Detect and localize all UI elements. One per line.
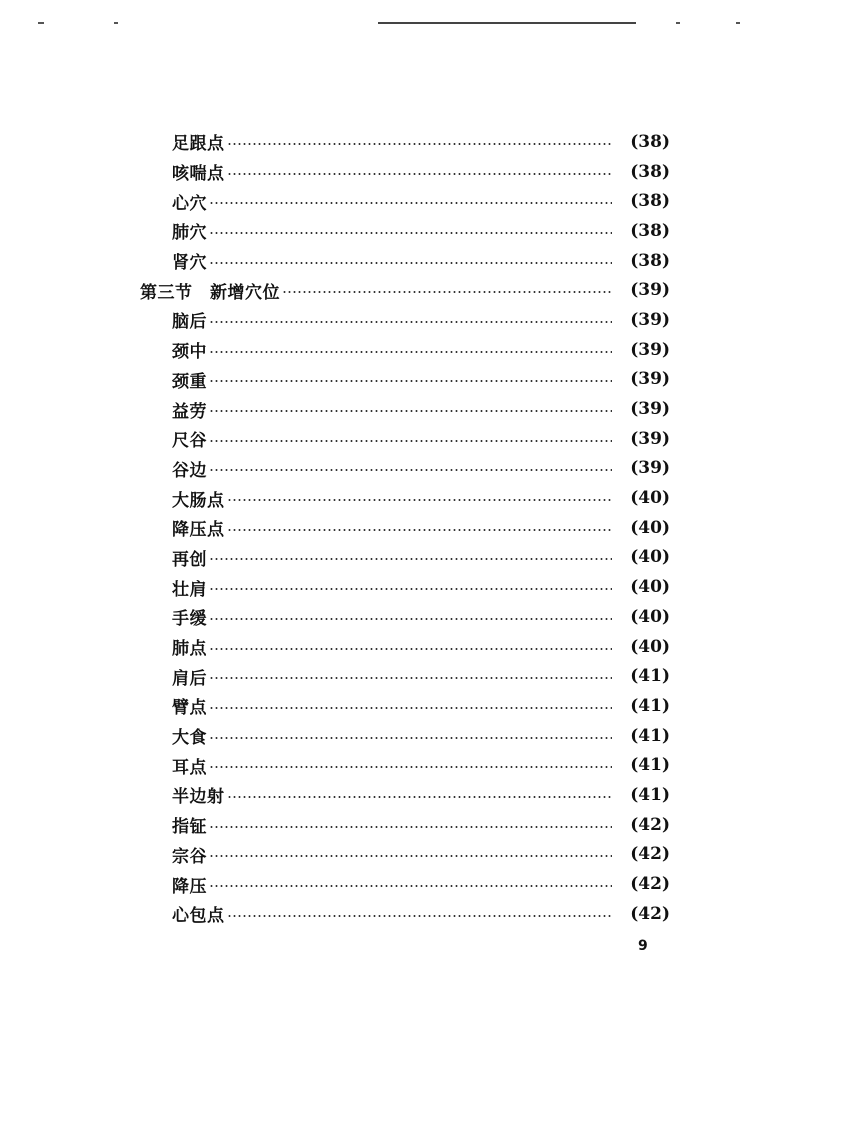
dot-leader bbox=[209, 885, 612, 887]
toc-entry-title: 咳喘点 bbox=[172, 164, 225, 185]
toc-entry bbox=[140, 899, 670, 929]
toc-entry-page: (40) bbox=[630, 517, 670, 538]
toc-entry bbox=[140, 632, 670, 662]
dot-leader bbox=[282, 291, 612, 293]
toc-entry-page: (38) bbox=[630, 191, 670, 212]
toc-entry bbox=[140, 216, 670, 246]
toc-entry-page: (42) bbox=[630, 874, 670, 895]
dot-leader bbox=[209, 558, 612, 560]
toc-entry-page: (40) bbox=[630, 577, 670, 598]
scan-artifact bbox=[38, 22, 44, 24]
toc-entry-page: (41) bbox=[630, 666, 670, 687]
dot-leader bbox=[209, 648, 612, 650]
toc-entry-page: (38) bbox=[630, 161, 670, 182]
toc-entry bbox=[140, 869, 670, 899]
toc-entry bbox=[140, 840, 670, 870]
dot-leader bbox=[227, 529, 613, 531]
toc-entry-page: (40) bbox=[630, 547, 670, 568]
dot-leader bbox=[227, 143, 613, 145]
toc-entry-title: 颈中 bbox=[172, 342, 207, 363]
toc-entry bbox=[140, 454, 670, 484]
toc-entry-title: 尺谷 bbox=[172, 431, 207, 452]
toc-entry-title: 臂点 bbox=[172, 698, 207, 719]
toc-entry-title: 耳点 bbox=[172, 757, 207, 778]
dot-leader bbox=[209, 351, 612, 353]
toc-entry-title: 益劳 bbox=[172, 401, 207, 422]
toc-entry-title: 第三节 新增穴位 bbox=[140, 282, 280, 303]
toc-entry bbox=[140, 157, 670, 187]
toc-entry-page: (42) bbox=[630, 903, 670, 924]
dot-leader bbox=[209, 855, 612, 857]
toc-entry-page: (39) bbox=[630, 399, 670, 420]
toc-entry-title: 肩后 bbox=[172, 668, 207, 689]
toc-entry-page: (38) bbox=[630, 250, 670, 271]
toc-entry-page: (42) bbox=[630, 844, 670, 865]
dot-leader bbox=[209, 707, 612, 709]
toc-entry bbox=[140, 513, 670, 543]
toc-entry-title: 指钲 bbox=[172, 817, 207, 838]
toc-entry bbox=[140, 721, 670, 751]
dot-leader bbox=[209, 469, 612, 471]
dot-leader bbox=[209, 440, 612, 442]
toc-entry-title: 心包点 bbox=[172, 906, 225, 927]
dot-leader bbox=[209, 262, 612, 264]
toc-entry-title: 半边射 bbox=[172, 787, 225, 808]
toc-entry-page: (38) bbox=[630, 131, 670, 152]
toc-entry-title: 大食 bbox=[172, 728, 207, 749]
dot-leader bbox=[227, 915, 613, 917]
toc-entry bbox=[140, 543, 670, 573]
scan-artifact bbox=[676, 22, 680, 24]
dot-leader bbox=[209, 321, 612, 323]
dot-leader bbox=[227, 796, 613, 798]
toc-entry-page: (41) bbox=[630, 725, 670, 746]
dot-leader bbox=[209, 202, 612, 204]
toc-entry bbox=[140, 602, 670, 632]
toc-entry-page: (39) bbox=[630, 428, 670, 449]
toc-entry-title: 脑后 bbox=[172, 312, 207, 333]
dot-leader bbox=[209, 232, 612, 234]
toc-entry-title: 再创 bbox=[172, 549, 207, 570]
toc-entry-page: (39) bbox=[630, 339, 670, 360]
toc-entry bbox=[140, 483, 670, 513]
toc-entry bbox=[140, 305, 670, 335]
toc-entry-page: (42) bbox=[630, 814, 670, 835]
toc-entry bbox=[140, 365, 670, 395]
toc-entry bbox=[140, 246, 670, 276]
toc-entry bbox=[140, 186, 670, 216]
dot-leader bbox=[209, 766, 612, 768]
toc-entry bbox=[140, 691, 670, 721]
toc-entry bbox=[140, 750, 670, 780]
toc-entry-title: 颈重 bbox=[172, 371, 207, 392]
scan-artifact bbox=[736, 22, 740, 24]
toc-entry bbox=[140, 810, 670, 840]
toc-entry-title: 肾穴 bbox=[172, 253, 207, 274]
toc-entry bbox=[140, 394, 670, 424]
toc-entry bbox=[140, 661, 670, 691]
toc-section-heading bbox=[140, 275, 670, 305]
dot-leader bbox=[209, 826, 612, 828]
toc-entry-title: 足跟点 bbox=[172, 134, 225, 155]
dot-leader bbox=[227, 499, 613, 501]
toc-entry bbox=[140, 335, 670, 365]
toc-entry-page: (39) bbox=[630, 309, 670, 330]
header-rule bbox=[378, 22, 636, 24]
toc-entry-page: (38) bbox=[630, 220, 670, 241]
toc-entry-title: 谷边 bbox=[172, 460, 207, 481]
toc-entry-page: (41) bbox=[630, 784, 670, 805]
toc-entry-title: 降压点 bbox=[172, 520, 225, 541]
toc-entry-page: (40) bbox=[630, 488, 670, 509]
toc-entry-title: 大肠点 bbox=[172, 490, 225, 511]
toc-entry-page: (41) bbox=[630, 695, 670, 716]
toc-entry-page: (39) bbox=[630, 280, 670, 301]
toc-entry-page: (39) bbox=[630, 458, 670, 479]
toc-entry bbox=[140, 780, 670, 810]
toc-entry-title: 心穴 bbox=[172, 193, 207, 214]
toc-entry-title: 降压 bbox=[172, 876, 207, 897]
scan-artifact bbox=[114, 22, 118, 24]
toc-entry-title: 宗谷 bbox=[172, 846, 207, 867]
toc-entry-page: (40) bbox=[630, 606, 670, 627]
page-number: 9 bbox=[638, 938, 648, 954]
toc-entry-title: 手缓 bbox=[172, 609, 207, 630]
dot-leader bbox=[209, 618, 612, 620]
toc-entry bbox=[140, 572, 670, 602]
dot-leader bbox=[209, 737, 612, 739]
toc-entry-page: (41) bbox=[630, 755, 670, 776]
toc-entry-title: 肺穴 bbox=[172, 223, 207, 244]
dot-leader bbox=[227, 173, 613, 175]
dot-leader bbox=[209, 588, 612, 590]
toc-entry bbox=[140, 424, 670, 454]
toc-entry-title: 肺点 bbox=[172, 639, 207, 660]
dot-leader bbox=[209, 410, 612, 412]
toc-entry bbox=[140, 127, 670, 157]
dot-leader bbox=[209, 677, 612, 679]
toc-entry-title: 壮肩 bbox=[172, 579, 207, 600]
toc-entry-page: (40) bbox=[630, 636, 670, 657]
table-of-contents bbox=[140, 127, 670, 929]
toc-entry-page: (39) bbox=[630, 369, 670, 390]
dot-leader bbox=[209, 380, 612, 382]
